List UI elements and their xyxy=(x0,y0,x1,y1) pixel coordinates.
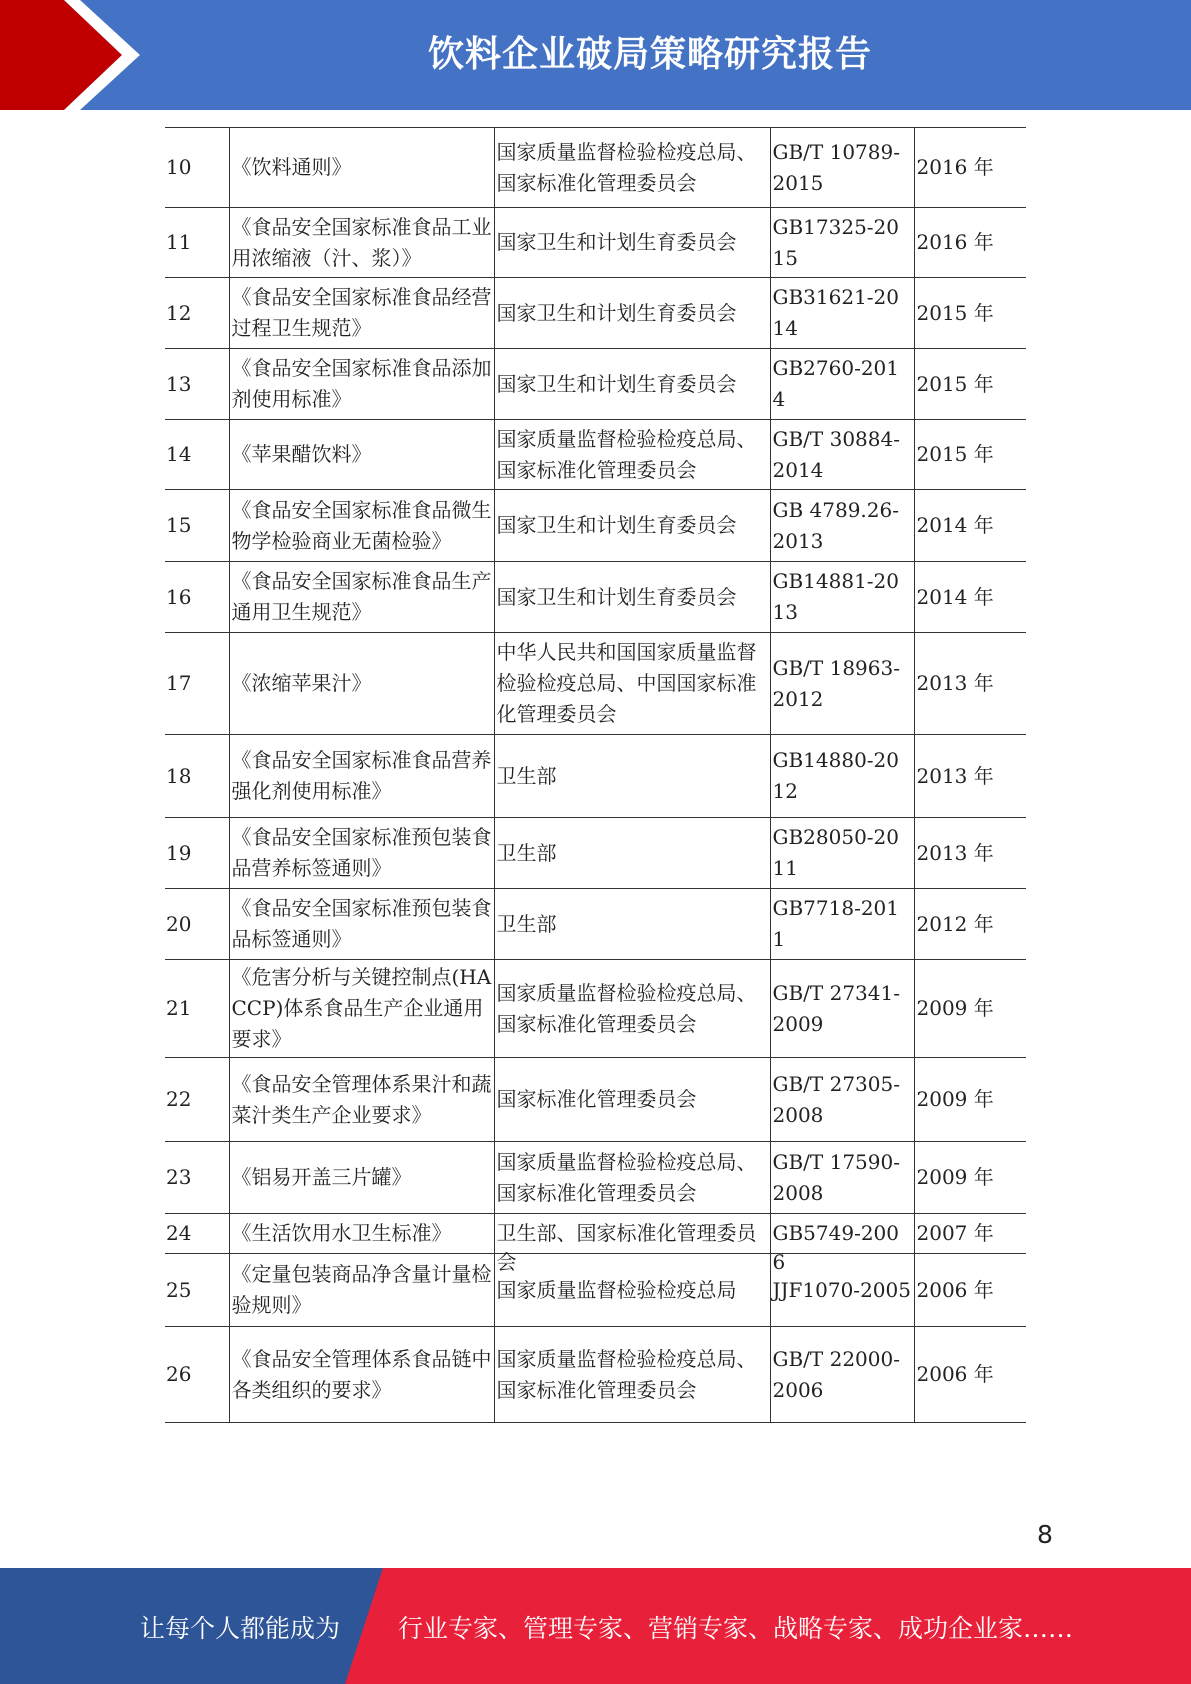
header-chevron-icon xyxy=(0,0,160,110)
row-number-text: 14 xyxy=(166,442,192,466)
row-number-text: 17 xyxy=(166,671,192,695)
standard-code xyxy=(770,208,914,278)
issuing-organization-text: 国家卫生和计划生育委员会 xyxy=(496,584,737,609)
row-number-text: 18 xyxy=(166,763,192,788)
effective-year xyxy=(914,633,1026,735)
standard-name xyxy=(229,1254,494,1327)
row-number xyxy=(165,1254,229,1327)
issuing-organization-text: 国家质量监督检验检疫总局、国家标准化管理委员会 xyxy=(496,1346,757,1402)
row-number xyxy=(165,208,229,278)
issuing-organization xyxy=(494,960,770,1058)
table-row xyxy=(165,490,1026,562)
standard-name-text: 《铝易开盖三片罐》 xyxy=(231,1165,412,1189)
standard-code xyxy=(770,735,914,818)
table-row xyxy=(165,1142,1026,1214)
standard-name xyxy=(229,960,494,1058)
standard-name-text: 《食品安全管理体系果汁和蔬菜汁类生产企业要求》 xyxy=(231,1071,492,1127)
table-row xyxy=(165,278,1026,349)
row-number xyxy=(165,1327,229,1423)
issuing-organization-text: 国家质量监督检验检疫总局、国家标准化管理委员会 xyxy=(496,139,757,195)
issuing-organization xyxy=(494,1327,770,1423)
table-row xyxy=(165,208,1026,278)
row-number xyxy=(165,889,229,960)
standard-code xyxy=(770,562,914,633)
standard-name-text: 《苹果醋饮料》 xyxy=(231,442,372,466)
standard-code xyxy=(770,1058,914,1142)
table-row xyxy=(165,349,1026,420)
effective-year-text: 2013 年 xyxy=(916,763,994,788)
standard-code-text: GB31621-2014 xyxy=(772,285,900,340)
standard-name-text: 《食品安全管理体系食品链中各类组织的要求》 xyxy=(231,1346,492,1402)
standard-name xyxy=(229,349,494,420)
standard-name-text: 《生活饮用水卫生标准》 xyxy=(231,1221,452,1245)
row-number-text: 11 xyxy=(166,230,192,254)
issuing-organization xyxy=(494,818,770,889)
effective-year xyxy=(914,1327,1026,1423)
standard-code-text: GB 4789.26-2013 xyxy=(772,497,899,553)
issuing-organization xyxy=(494,1058,770,1142)
standard-name-text: 《食品安全国家标准预包装食品标签通则》 xyxy=(231,896,492,951)
effective-year-text: 2006 年 xyxy=(916,1362,994,1386)
standard-name xyxy=(229,420,494,490)
row-number xyxy=(165,562,229,633)
standard-name xyxy=(229,735,494,818)
standard-name-text: 《饮料通则》 xyxy=(231,155,352,179)
effective-year-text: 2012 年 xyxy=(916,911,994,936)
standard-name-text: 《食品安全国家标准食品营养强化剂使用标准》 xyxy=(231,748,492,803)
standard-name xyxy=(229,490,494,562)
effective-year xyxy=(914,735,1026,818)
standard-code xyxy=(770,818,914,889)
standard-name-text: 《食品安全国家标准食品添加剂使用标准》 xyxy=(231,356,492,411)
row-number-text: 13 xyxy=(166,371,192,396)
effective-year xyxy=(914,818,1026,889)
footer-slogan-right: 行业专家、管理专家、营销专家、战略专家、成功企业家…… xyxy=(398,1614,1074,1643)
standard-code xyxy=(770,349,914,420)
standard-code xyxy=(770,490,914,562)
table-row xyxy=(165,1327,1026,1423)
row-number-text: 26 xyxy=(166,1362,192,1386)
standard-name xyxy=(229,1327,494,1423)
row-number xyxy=(165,960,229,1058)
issuing-organization xyxy=(494,1142,770,1214)
effective-year-text: 2014 年 xyxy=(916,513,994,537)
effective-year xyxy=(914,208,1026,278)
standard-code xyxy=(770,1327,914,1423)
standard-code-text: GB14881-2013 xyxy=(772,569,900,624)
issuing-organization xyxy=(494,735,770,818)
issuing-organization-text: 国家质量监督检验检疫总局 xyxy=(496,1277,737,1302)
standard-name xyxy=(229,633,494,735)
table-row xyxy=(165,818,1026,889)
standard-name-text: 《定量包装商品净含量计量检验规则》 xyxy=(231,1262,492,1317)
effective-year xyxy=(914,349,1026,420)
standard-name xyxy=(229,1214,494,1254)
effective-year xyxy=(914,562,1026,633)
standard-name xyxy=(229,278,494,349)
standards-table xyxy=(165,127,1026,1423)
table-row xyxy=(165,128,1026,208)
effective-year-text: 2007 年 xyxy=(916,1221,994,1245)
effective-year-text: 2009 年 xyxy=(916,1087,994,1111)
standard-code xyxy=(770,420,914,490)
issuing-organization-text: 国家标准化管理委员会 xyxy=(496,1087,697,1111)
standard-code xyxy=(770,278,914,349)
effective-year xyxy=(914,278,1026,349)
table-row xyxy=(165,420,1026,490)
footer-slogan-left: 让每个人都能成为 xyxy=(140,1614,341,1643)
row-number-text: 24 xyxy=(166,1221,192,1245)
issuing-organization xyxy=(494,208,770,278)
row-number-text: 12 xyxy=(166,300,192,325)
row-number xyxy=(165,1142,229,1214)
effective-year xyxy=(914,960,1026,1058)
issuing-organization-text: 国家卫生和计划生育委员会 xyxy=(496,371,737,396)
standard-code-text: GB/T 10789-2015 xyxy=(772,139,900,195)
standard-code-text: GB5749-2006 xyxy=(772,1221,900,1274)
standard-name-text: 《食品安全国家标准食品生产通用卫生规范》 xyxy=(231,569,492,624)
issuing-organization xyxy=(494,562,770,633)
effective-year-text: 2016 年 xyxy=(916,155,994,179)
standard-code xyxy=(770,1214,914,1274)
standard-name-text: 《食品安全国家标准食品经营过程卫生规范》 xyxy=(231,285,492,340)
effective-year xyxy=(914,1142,1026,1214)
issuing-organization-text: 中华人民共和国国家质量监督检验检疫总局、中国国家标准化管理委员会 xyxy=(496,640,757,726)
issuing-organization-text: 国家卫生和计划生育委员会 xyxy=(496,513,737,537)
effective-year-text: 2006 年 xyxy=(916,1277,994,1302)
issuing-organization-text: 卫生部、国家标准化管理委员会 xyxy=(496,1221,757,1274)
standard-name xyxy=(229,208,494,278)
standard-code-text: GB28050-2011 xyxy=(772,825,900,880)
row-number-text: 22 xyxy=(166,1087,192,1111)
issuing-organization-text: 国家质量监督检验检疫总局、国家标准化管理委员会 xyxy=(496,1149,757,1205)
row-number xyxy=(165,420,229,490)
effective-year xyxy=(914,490,1026,562)
page-header xyxy=(0,0,1191,110)
issuing-organization xyxy=(494,128,770,208)
page-number: 8 xyxy=(1037,1520,1053,1549)
issuing-organization-text: 国家卫生和计划生育委员会 xyxy=(496,300,737,325)
issuing-organization xyxy=(494,1214,770,1274)
effective-year-text: 2009 年 xyxy=(916,1165,994,1189)
standard-code xyxy=(770,960,914,1058)
row-number xyxy=(165,490,229,562)
effective-year xyxy=(914,128,1026,208)
issuing-organization-text: 卫生部 xyxy=(496,840,557,865)
table-row xyxy=(165,889,1026,960)
table-row xyxy=(165,960,1026,1058)
standard-name xyxy=(229,818,494,889)
issuing-organization xyxy=(494,889,770,960)
effective-year xyxy=(914,1058,1026,1142)
table-row xyxy=(165,1214,1026,1254)
standard-code-text: GB/T 22000-2006 xyxy=(772,1346,900,1402)
standard-code-text: GB17325-2015 xyxy=(772,214,900,270)
table-row xyxy=(165,633,1026,735)
row-number-text: 21 xyxy=(166,996,192,1020)
standard-name-text: 《危害分析与关键控制点(HACCP)体系食品生产企业通用要求》 xyxy=(231,965,492,1051)
standard-code-text: GB2760-2014 xyxy=(772,356,900,411)
effective-year-text: 2014 年 xyxy=(916,584,994,609)
effective-year-text: 2009 年 xyxy=(916,996,994,1020)
standard-code-text: GB/T 27341-2009 xyxy=(772,980,900,1036)
standard-code-text: JJF1070-2005 xyxy=(772,1277,911,1302)
table-row xyxy=(165,735,1026,818)
effective-year-text: 2015 年 xyxy=(916,371,994,396)
effective-year xyxy=(914,1214,1026,1254)
table-row xyxy=(165,1254,1026,1327)
issuing-organization xyxy=(494,278,770,349)
issuing-organization-text: 国家质量监督检验检疫总局、国家标准化管理委员会 xyxy=(496,426,757,482)
row-number-text: 16 xyxy=(166,584,192,609)
issuing-organization-text: 国家卫生和计划生育委员会 xyxy=(496,230,737,254)
issuing-organization xyxy=(494,420,770,490)
issuing-organization xyxy=(494,349,770,420)
standard-code-text: GB/T 17590-2008 xyxy=(772,1149,900,1205)
issuing-organization-text: 卫生部 xyxy=(496,911,557,936)
row-number-text: 15 xyxy=(166,513,192,537)
row-number xyxy=(165,1214,229,1254)
effective-year-text: 2013 年 xyxy=(916,840,994,865)
row-number-text: 23 xyxy=(166,1165,192,1189)
row-number-text: 20 xyxy=(166,911,192,936)
issuing-organization xyxy=(494,490,770,562)
effective-year xyxy=(914,1254,1026,1327)
issuing-organization-text: 国家质量监督检验检疫总局、国家标准化管理委员会 xyxy=(496,980,757,1036)
effective-year-text: 2013 年 xyxy=(916,671,994,695)
row-number-text: 25 xyxy=(166,1277,192,1302)
standard-name xyxy=(229,889,494,960)
row-number xyxy=(165,633,229,735)
effective-year xyxy=(914,420,1026,490)
row-number xyxy=(165,735,229,818)
standard-code-text: GB7718-2011 xyxy=(772,896,900,951)
standard-name-text: 《浓缩苹果汁》 xyxy=(231,671,372,695)
standard-code xyxy=(770,1254,914,1327)
row-number xyxy=(165,349,229,420)
standard-code xyxy=(770,128,914,208)
table-row xyxy=(165,562,1026,633)
standard-code-text: GB14880-2012 xyxy=(772,748,900,803)
row-number xyxy=(165,818,229,889)
page-footer xyxy=(0,1568,1191,1684)
effective-year-text: 2016 年 xyxy=(916,230,994,254)
row-number-text: 19 xyxy=(166,840,192,865)
report-title: 饮料企业破局策略研究报告 xyxy=(427,34,872,75)
standard-code xyxy=(770,889,914,960)
standard-name xyxy=(229,562,494,633)
standard-name-text: 《食品安全国家标准食品微生物学检验商业无菌检验》 xyxy=(231,497,492,553)
row-number xyxy=(165,1058,229,1142)
row-number xyxy=(165,278,229,349)
standard-name-text: 《食品安全国家标准预包装食品营养标签通则》 xyxy=(231,825,492,880)
effective-year-text: 2015 年 xyxy=(916,442,994,466)
standard-name xyxy=(229,128,494,208)
row-number-text: 10 xyxy=(166,155,192,179)
standard-name xyxy=(229,1142,494,1214)
issuing-organization xyxy=(494,1254,770,1327)
standard-code xyxy=(770,633,914,735)
standard-code-text: GB/T 18963-2012 xyxy=(772,655,900,711)
standard-name xyxy=(229,1058,494,1142)
standard-code-text: GB/T 30884-2014 xyxy=(772,426,900,482)
standard-name-text: 《食品安全国家标准食品工业用浓缩液（汁、浆）》 xyxy=(231,214,492,270)
effective-year-text: 2015 年 xyxy=(916,300,994,325)
effective-year xyxy=(914,889,1026,960)
issuing-organization xyxy=(494,633,770,735)
row-number xyxy=(165,128,229,208)
standard-code xyxy=(770,1142,914,1214)
issuing-organization-text: 卫生部 xyxy=(496,763,557,788)
standard-code-text: GB/T 27305-2008 xyxy=(772,1071,900,1127)
table-row xyxy=(165,1058,1026,1142)
